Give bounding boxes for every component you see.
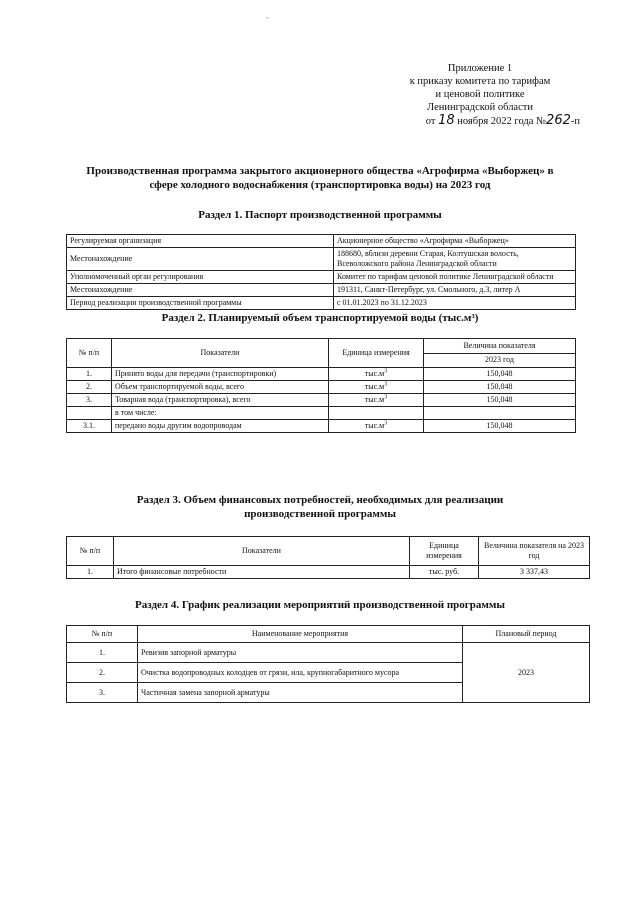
title-line-2: сфере холодного водоснабжения (транспортировка воды) на 2023 год — [149, 179, 491, 191]
appendix-line-2: к приказу комитета по тарифам — [409, 76, 551, 87]
row-indicator: Итого финансовые потребности — [114, 566, 410, 579]
unit-superscript: 3 — [384, 381, 388, 388]
header-num: № п/п — [67, 339, 112, 368]
unit-text: тыс.м — [364, 382, 385, 391]
row-value — [424, 407, 576, 420]
header-indicator: Показатели — [114, 537, 410, 566]
section-2-heading: Раздел 2. Планируемый объем транспортируемой воды (тыс.м³) — [161, 312, 479, 324]
passport-label: Уполномоченный орган регулирования — [67, 271, 334, 284]
row-value: 150,048 — [424, 420, 576, 433]
row-value: 150,048 — [424, 368, 576, 381]
row-num — [67, 407, 112, 420]
table-row — [67, 381, 576, 394]
unit-text: тыс.м — [364, 395, 385, 404]
table-row — [67, 368, 576, 381]
date-middle: ноября 2022 года № — [457, 116, 547, 127]
title-line-1: Производственная программа закрытого акционерного общества «Агрофирма «Выборжец» в — [86, 165, 554, 177]
row-num: 2. — [67, 381, 112, 394]
table-row — [67, 407, 576, 420]
row-num: 1. — [67, 566, 114, 579]
header-indicator: Показатели — [112, 339, 329, 368]
section-4-heading: Раздел 4. График реализации мероприятий производственной программы — [135, 599, 505, 611]
passport-label: Местонахождение — [67, 284, 334, 297]
passport-value: Комитет по тарифам ценовой политике Ленинградской области — [334, 271, 576, 284]
handwritten-day: 18 — [438, 113, 455, 128]
row-unit: тыс. руб. — [410, 566, 479, 579]
table-row — [67, 643, 590, 663]
header-value: Величина показателя — [424, 339, 576, 354]
document-title — [70, 164, 570, 192]
financial-needs-table — [66, 536, 590, 579]
row-num: 3. — [67, 394, 112, 407]
passport-table — [66, 234, 576, 310]
passport-value: Акционерное общество «Агрофирма «Выборжец» — [334, 235, 576, 248]
row-unit — [329, 420, 424, 433]
section-3-heading-line-1: Раздел 3. Объем финансовых потребностей, необходимых для реализации — [136, 494, 504, 506]
row-indicator: Товарная вода (транспортировка), всего — [112, 394, 329, 407]
section-1-heading: Раздел 1. Паспорт производственной программы — [198, 209, 442, 221]
section-3-heading-line-2: производственной программы — [244, 508, 396, 520]
date-prefix: от — [425, 116, 436, 127]
row-num: 3. — [67, 683, 138, 703]
unit-superscript: 3 — [384, 368, 388, 375]
passport-value: с 01.01.2023 по 31.12.2023 — [334, 297, 576, 310]
unit-superscript: 3 — [384, 420, 388, 427]
row-num: 3.1. — [67, 420, 112, 433]
table-row — [67, 394, 576, 407]
table-row — [67, 297, 576, 310]
table-row — [67, 420, 576, 433]
header-value: Величина показателя на 2023 год — [479, 537, 590, 566]
row-unit — [329, 394, 424, 407]
row-unit — [329, 381, 424, 394]
handwritten-order-number: 262 — [546, 113, 571, 128]
appendix-block — [380, 62, 580, 128]
unit-text: тыс.м — [364, 421, 385, 430]
water-volume-table — [66, 338, 576, 433]
schedule-table — [66, 625, 590, 703]
row-num: 1. — [67, 643, 138, 663]
row-activity: Очистка водопроводных колодцев от грязи, ила, крупногабаритного мусора — [138, 663, 463, 683]
header-num: № п/п — [67, 626, 138, 643]
header-unit: Единица измерения — [329, 339, 424, 368]
appendix-line-4: Ленинградской области — [427, 102, 533, 113]
row-num: 1. — [67, 368, 112, 381]
table-row — [67, 235, 576, 248]
table-row — [67, 271, 576, 284]
row-activity: Ревизия запорной арматуры — [138, 643, 463, 663]
date-suffix: -п — [570, 116, 580, 127]
unit-superscript: 3 — [384, 394, 388, 401]
order-date-line — [380, 114, 580, 128]
passport-value: 191311, Санкт-Петербург, ул. Смольного, д.3, литер А — [334, 284, 576, 297]
appendix-line-3: и ценовой политике — [435, 89, 525, 100]
row-activity: Частичная замена запорной арматуры — [138, 683, 463, 703]
passport-label: Местонахождение — [67, 248, 334, 271]
passport-label: Регулируемая организация — [67, 235, 334, 248]
row-num: 2. — [67, 663, 138, 683]
passport-value: 188680, вблизи деревни Старая, Колтушская волость, Всеволожского района Ленинградской области — [334, 248, 576, 271]
table-row — [67, 284, 576, 297]
section-3-heading — [70, 493, 570, 521]
row-indicator: Принято воды для передачи (транспортировки) — [112, 368, 329, 381]
header-year: 2023 год — [424, 353, 576, 368]
header-unit: Единица измерения — [410, 537, 479, 566]
passport-label: Период реализации производственной программы — [67, 297, 334, 310]
table-header-row — [67, 339, 576, 354]
row-unit — [329, 368, 424, 381]
row-indicator: в том числе: — [112, 407, 329, 420]
table-row — [67, 248, 576, 271]
table-row — [67, 566, 590, 579]
row-value: 150,048 — [424, 381, 576, 394]
row-value: 3 337,43 — [479, 566, 590, 579]
unit-text: тыс.м — [364, 369, 385, 378]
row-period: 2023 — [463, 643, 590, 703]
scan-mark: ˇ — [266, 16, 269, 25]
row-indicator: передано воды другим водопроводам — [112, 420, 329, 433]
row-value: 150,048 — [424, 394, 576, 407]
row-indicator: Объем транспортируемой воды, всего — [112, 381, 329, 394]
header-num: № п/п — [67, 537, 114, 566]
table-header-row — [67, 626, 590, 643]
table-header-row — [67, 537, 590, 566]
row-unit — [329, 407, 424, 420]
header-name: Наименование мероприятия — [138, 626, 463, 643]
header-period: Плановый период — [463, 626, 590, 643]
appendix-line-1: Приложение 1 — [447, 63, 513, 74]
